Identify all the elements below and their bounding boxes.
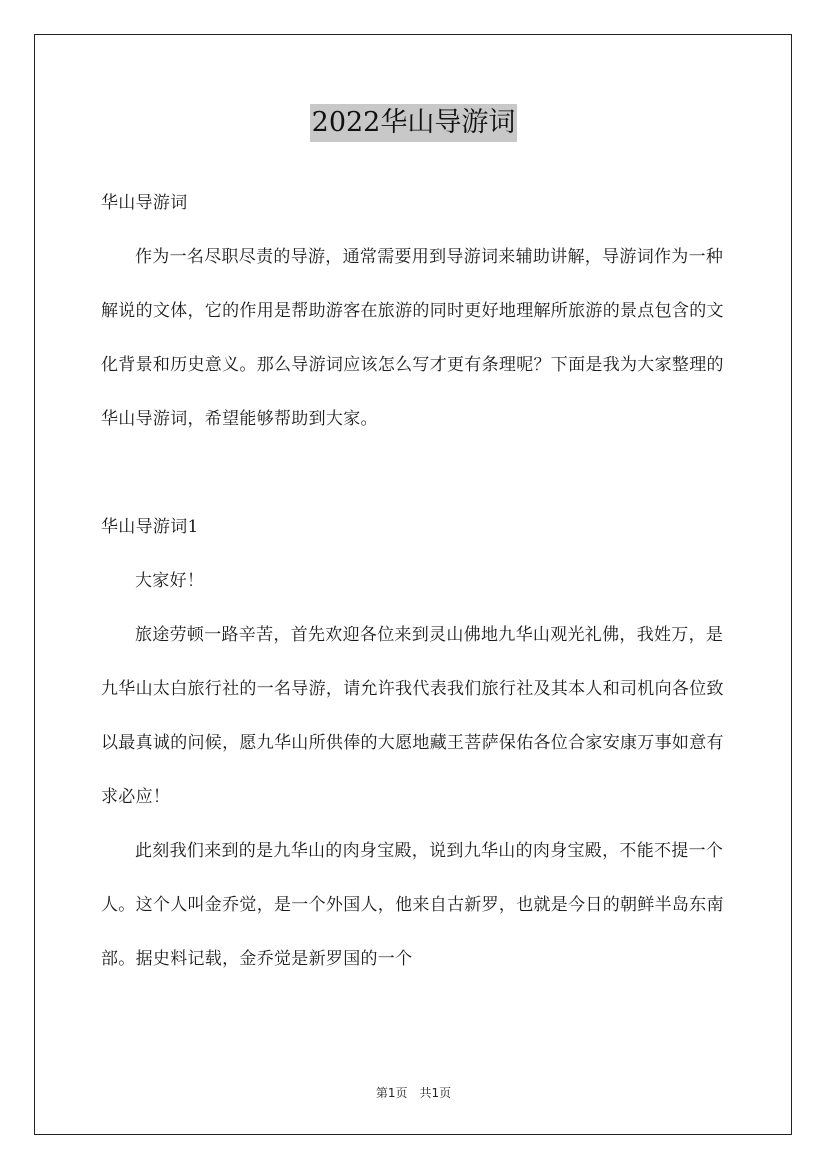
section-spacer: [101, 446, 731, 500]
body-paragraph-2: 此刻我们来到的是九华山的肉身宝殿，说到九华山的肉身宝殿，不能不提一个人。这个人叫金乔觉，是一个外国人，他来自古新罗，也就是今日的朝鲜半岛东南部。据史料记载，金乔觉是新罗国的一个: [101, 841, 724, 969]
body-paragraph-1: 旅途劳顿一路辛苦，首先欢迎各位来到灵山佛地九华山观光礼佛，我姓万，是九华山太白旅行社的一名导游，请允许我代表我们旅行社及其本人和司机向各位致以最真诚的问候，愿九华山所供俸的大愿地藏王菩萨保佑各位合家安康万事如意有求必应！: [101, 625, 724, 807]
title-container: [0, 104, 827, 142]
intro-paragraph: 作为一名尽职尽责的导游，通常需要用到导游词来辅助讲解，导游词作为一种解说的文体，它的作用是帮助游客在旅游的同时更好地理解所旅游的景点包含的文化背景和历史意义。那么导游词应该怎么写才更有条理呢？下面是我为大家整理的华山导游词，希望能够帮助到大家。: [101, 247, 724, 429]
document-body: [101, 176, 731, 986]
greeting-paragraph: 大家好！: [135, 571, 205, 591]
document-title: 2022华山导游词: [310, 104, 518, 142]
intro-heading: 华山导游词: [101, 193, 188, 213]
page-number-total: 共1页: [419, 1086, 452, 1100]
page-number-current: 第1页: [375, 1086, 408, 1100]
page-footer: [0, 1084, 827, 1101]
section-heading: 华山导游词1: [101, 517, 199, 537]
